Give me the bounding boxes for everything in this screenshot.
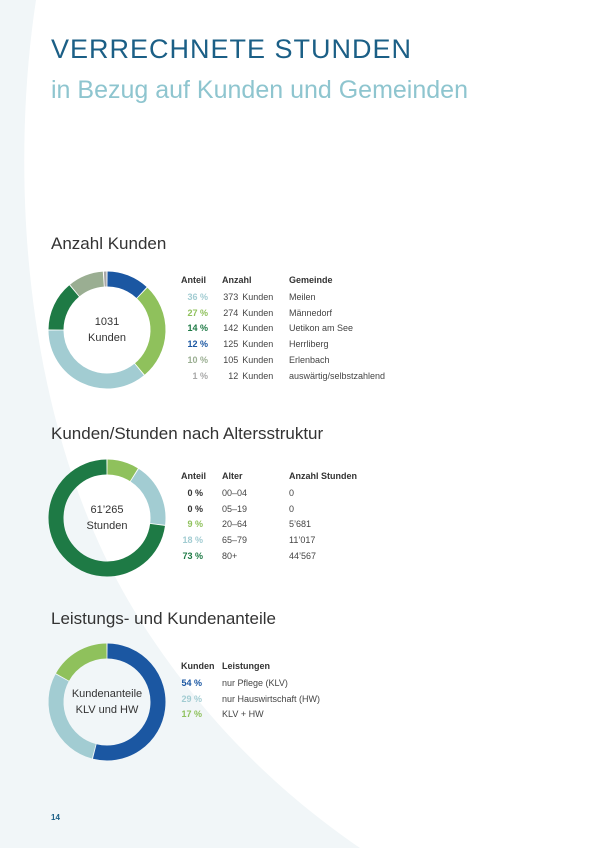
service-type: KLV + HW xyxy=(222,709,264,720)
customer-count: 274 xyxy=(223,307,239,318)
municipality-name: Erlenbach xyxy=(289,355,330,366)
table-row xyxy=(181,289,385,305)
share-percent: 29 % xyxy=(181,693,202,704)
section-title-altersstruktur: Kunden/Stunden nach Altersstruktur xyxy=(51,424,324,443)
donut-center-value: 1031 xyxy=(94,316,120,328)
share-percent: 73 % xyxy=(182,551,203,562)
share-percent: 14 % xyxy=(187,323,208,334)
hours-count: 44’567 xyxy=(289,551,317,562)
table-altersstruktur xyxy=(181,471,357,564)
table-row xyxy=(181,501,357,517)
col-anzahl-stunden: Anzahl Stunden xyxy=(289,471,357,481)
service-type: nur Pflege (KLV) xyxy=(222,677,288,688)
table-row xyxy=(181,336,385,352)
table-row xyxy=(181,321,385,337)
donut-segment-kunden-2 xyxy=(56,291,74,330)
page-number: 14 xyxy=(51,813,60,822)
customer-count: 373 xyxy=(223,291,239,302)
customer-count: 12 xyxy=(228,370,239,381)
customer-count: 142 xyxy=(223,323,239,334)
share-percent: 10 % xyxy=(187,355,208,366)
share-percent: 17 % xyxy=(181,709,202,720)
share-percent: 18 % xyxy=(182,535,203,546)
donut-chart-leistungsanteile xyxy=(46,641,168,763)
count-unit: Kunden xyxy=(242,323,274,334)
age-group: 05–19 xyxy=(222,503,248,514)
donut-segment-leistung-0 xyxy=(95,651,158,753)
table-row xyxy=(181,517,357,533)
table-anzahl-kunden xyxy=(181,275,385,384)
table-row xyxy=(181,485,357,501)
page-title: VERRECHNETE STUNDEN xyxy=(51,34,413,64)
service-type: nur Hauswirtschaft (HW) xyxy=(222,693,321,704)
table-leistungsanteile xyxy=(181,661,320,722)
table-row xyxy=(181,707,320,723)
hours-count: 0 xyxy=(289,503,295,514)
table-row xyxy=(181,305,385,321)
age-group: 80+ xyxy=(222,551,238,562)
table-row xyxy=(181,368,385,384)
share-percent: 9 % xyxy=(187,519,203,530)
age-group: 00–04 xyxy=(222,487,248,498)
donut-center-label-2: KLV und HW xyxy=(75,704,139,716)
share-percent: 12 % xyxy=(187,339,208,350)
col-anteil: Anteil xyxy=(181,275,207,285)
col-alter: Alter xyxy=(222,471,243,481)
donut-center-value: 61’265 xyxy=(90,504,124,516)
donut-center-label-1: Kundenanteile xyxy=(71,688,143,700)
municipality-name: auswärtig/selbstzahlend xyxy=(289,370,386,381)
section-title-anzahl-kunden: Anzahl Kunden xyxy=(51,234,167,253)
donut-center-unit: Stunden xyxy=(86,520,128,532)
hours-count: 0 xyxy=(289,487,295,498)
share-percent: 27 % xyxy=(187,307,208,318)
municipality-name: Uetikon am See xyxy=(289,323,354,334)
donut-segment-kunden-3 xyxy=(107,279,141,293)
col-anzahl: Anzahl xyxy=(222,275,252,285)
customer-count: 125 xyxy=(223,339,239,350)
customer-count: 105 xyxy=(223,355,239,366)
donut-segment-leistung-2 xyxy=(63,651,107,677)
page-subtitle: in Bezug auf Kunden und Gemeinden xyxy=(51,76,468,104)
count-unit: Kunden xyxy=(242,370,274,381)
municipality-name: Männedorf xyxy=(289,307,333,318)
count-unit: Kunden xyxy=(242,307,274,318)
share-percent: 0 % xyxy=(187,487,203,498)
share-percent: 1 % xyxy=(192,370,208,381)
municipality-name: Herrliberg xyxy=(289,339,329,350)
donut-segment-kunden-1 xyxy=(140,293,158,369)
col-gemeinde: Gemeinde xyxy=(289,275,333,285)
col-anteil: Anteil xyxy=(181,471,207,481)
count-unit: Kunden xyxy=(242,339,274,350)
donut-segment-alter-2 xyxy=(107,467,133,475)
donut-chart-altersstruktur xyxy=(46,457,168,579)
share-percent: 0 % xyxy=(187,503,203,514)
share-percent: 54 % xyxy=(181,677,202,688)
age-group: 65–79 xyxy=(222,535,248,546)
donut-segment-alter-3 xyxy=(135,475,158,524)
municipality-name: Meilen xyxy=(289,291,316,302)
col-leistungen: Leistungen xyxy=(222,661,271,671)
donut-chart-anzahl-kunden xyxy=(46,269,168,391)
age-group: 20–64 xyxy=(222,519,248,530)
table-row xyxy=(181,691,320,707)
table-row xyxy=(181,532,357,548)
table-row xyxy=(181,548,357,564)
hours-count: 11’017 xyxy=(289,535,316,546)
count-unit: Kunden xyxy=(242,355,274,366)
hours-count: 5’681 xyxy=(289,519,312,530)
donut-center-unit: Kunden xyxy=(88,332,126,344)
section-title-leistungsanteile: Leistungs- und Kundenanteile xyxy=(51,609,276,628)
table-row xyxy=(181,675,320,691)
col-kunden: Kunden xyxy=(181,661,215,671)
share-percent: 36 % xyxy=(187,291,208,302)
count-unit: Kunden xyxy=(242,291,274,302)
table-row xyxy=(181,352,385,368)
donut-segment-kunden-4 xyxy=(75,279,103,290)
